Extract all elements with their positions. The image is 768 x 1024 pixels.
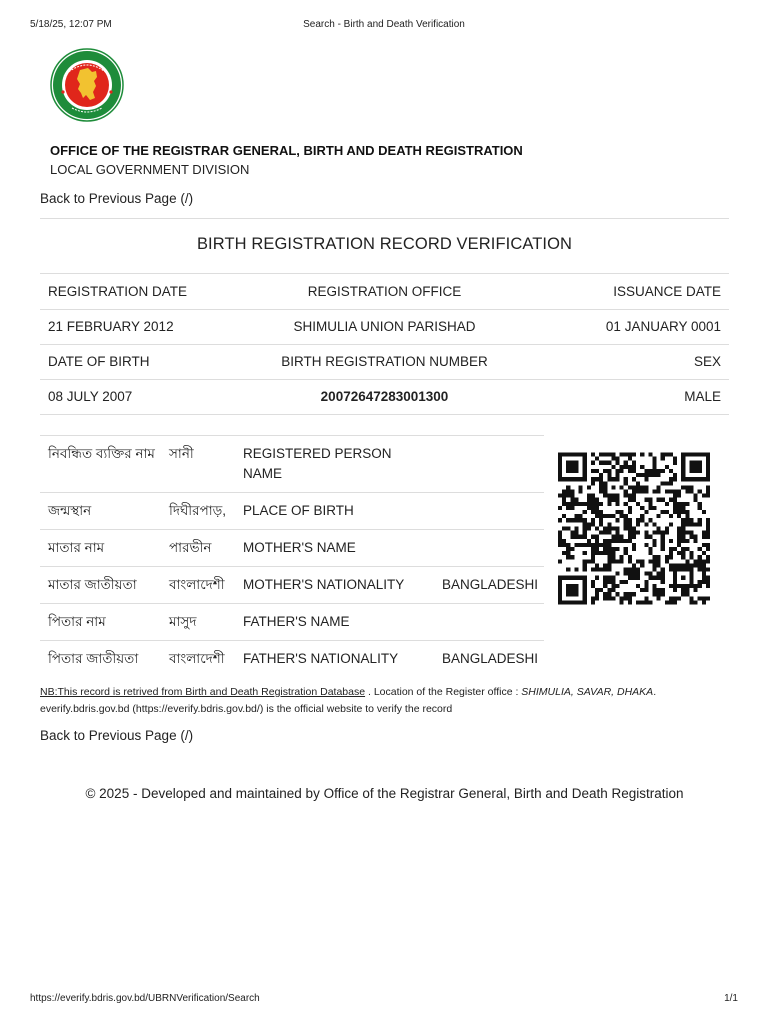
table-row [40, 604, 544, 641]
note-line [40, 684, 656, 701]
sex-label: SEX [693, 354, 721, 369]
record-header-row [40, 274, 729, 310]
bn-label: মাতার নাম [40, 530, 163, 567]
table-row [40, 436, 544, 493]
birth-registration-number-label: BIRTH REGISTRATION NUMBER [281, 354, 488, 369]
divider [40, 218, 729, 219]
en-label: MOTHER'S NATIONALITY [235, 567, 434, 604]
register-office-location: SHIMULIA, SAVAR, DHAKA [521, 686, 654, 698]
print-url: https://everify.bdris.gov.bd/UBRNVerification/Search [30, 993, 260, 1004]
location-suffix: . [653, 686, 657, 698]
org-name: OFFICE OF THE REGISTRAR GENERAL, BIRTH AND DEATH REGISTRATION [50, 143, 523, 158]
bn-value: পারভীন [163, 530, 235, 567]
print-page-title: Search - Birth and Death Verification [303, 19, 465, 30]
bn-value: সানী [163, 436, 235, 493]
bn-value: বাংলাদেশী [163, 567, 235, 604]
bn-label: পিতার নাম [40, 604, 163, 641]
org-division: LOCAL GOVERNMENT DIVISION [50, 162, 250, 177]
database-note-link[interactable]: NB:This record is retrived from Birth and Death Registration Database [40, 686, 366, 698]
table-row [40, 567, 544, 604]
qr-code-icon [558, 451, 710, 606]
bn-value: বাংলাদেশী [163, 641, 235, 678]
en-value [434, 493, 544, 530]
record-header-row [40, 344, 729, 380]
bn-value: দিঘীরপাড়, [163, 493, 235, 530]
print-datetime: 5/18/25, 12:07 PM [30, 19, 112, 30]
registration-date-value: 21 FEBRUARY 2012 [48, 319, 174, 334]
print-page-count: 1/1 [724, 993, 738, 1004]
en-label: REGISTERED PERSON NAME [235, 436, 434, 493]
table-row [40, 530, 544, 567]
table-row [40, 493, 544, 530]
registration-date-label: REGISTRATION DATE [48, 284, 188, 299]
bn-value: মাসুদ [163, 604, 235, 641]
note-block [40, 684, 656, 718]
bn-label: পিতার জাতীয়তা [40, 641, 163, 678]
en-value: BANGLADESHI [434, 567, 544, 604]
issuance-date-label: ISSUANCE DATE [613, 284, 721, 299]
registration-office-label: REGISTRATION OFFICE [307, 284, 462, 299]
en-value: BANGLADESHI [434, 641, 544, 678]
official-website-note: everify.bdris.gov.bd (https://everify.bdris.gov.bd/) is the official website to verify the record [40, 703, 453, 715]
en-label: FATHER'S NAME [235, 604, 434, 641]
bangladesh-government-seal-icon [50, 48, 124, 122]
birth-registration-number-value: 20072647283001300 [320, 389, 449, 404]
en-value [434, 604, 544, 641]
sex-value: MALE [684, 389, 721, 404]
en-label: FATHER'S NATIONALITY [235, 641, 434, 678]
en-value [434, 530, 544, 567]
bn-label: জন্মস্থান [40, 493, 163, 530]
back-to-previous-link[interactable]: Back to Previous Page (/) [40, 191, 194, 206]
date-of-birth-label: DATE OF BIRTH [48, 354, 150, 369]
table-row [40, 641, 544, 678]
person-details-table [40, 435, 544, 677]
en-label: MOTHER'S NAME [235, 530, 434, 567]
date-of-birth-value: 08 JULY 2007 [48, 389, 133, 404]
page-title: BIRTH REGISTRATION RECORD VERIFICATION [196, 235, 573, 253]
location-prefix: . Location of the Register office : [365, 686, 522, 698]
en-value [434, 436, 544, 493]
bn-label: মাতার জাতীয়তা [40, 567, 163, 604]
en-label: PLACE OF BIRTH [235, 493, 434, 530]
record-value-row [40, 309, 729, 345]
registration-office-value: SHIMULIA UNION PARISHAD [293, 319, 476, 334]
issuance-date-value: 01 JANUARY 0001 [605, 319, 721, 334]
back-to-previous-link[interactable]: Back to Previous Page (/) [40, 728, 194, 743]
record-value-row [40, 379, 729, 415]
bn-label: নিবন্ধিত ব্যক্তির নাম [40, 436, 163, 493]
copyright-text: © 2025 - Developed and maintained by Office of the Registrar General, Birth and Death Registration [85, 786, 684, 801]
